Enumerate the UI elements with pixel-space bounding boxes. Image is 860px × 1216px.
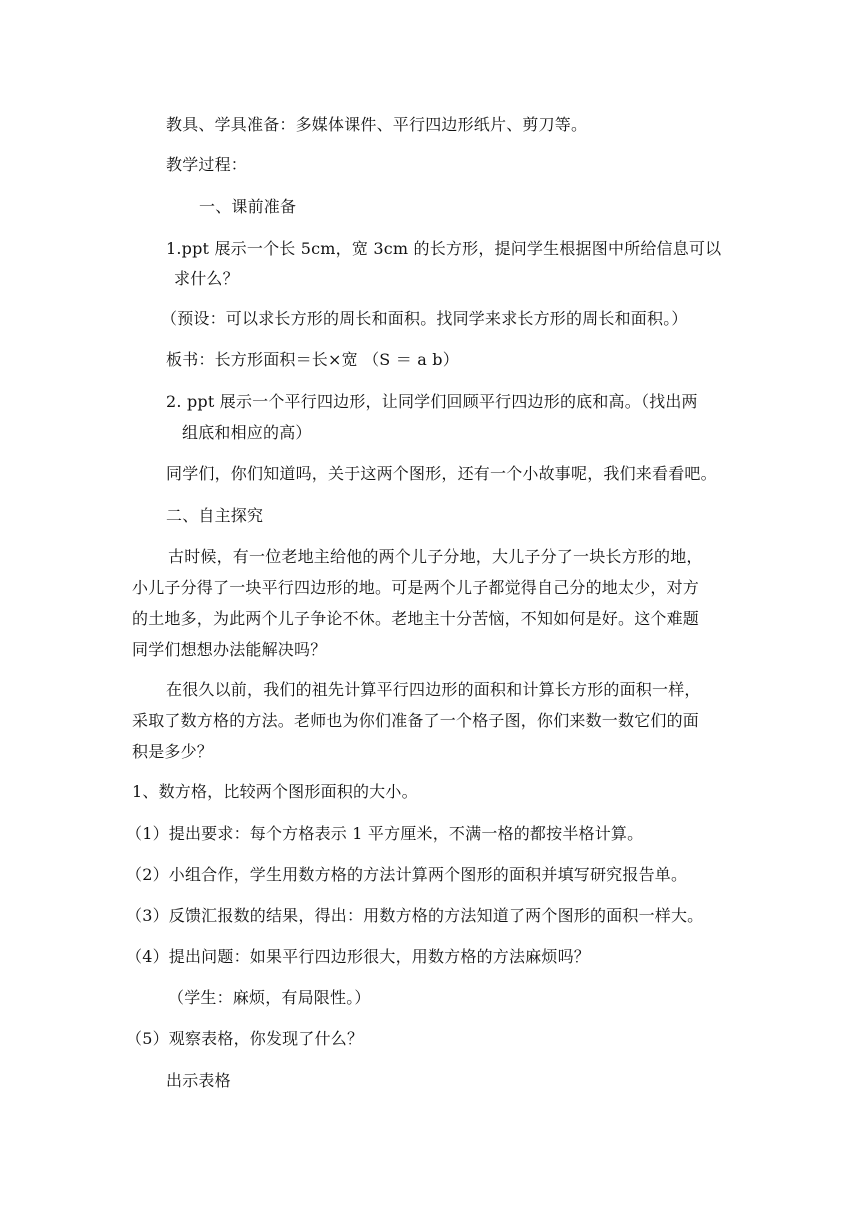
text-line-item2-a: 2. ppt 展示一个平行四边形，让同学们回顾平行四边形的底和高。（找出两 (166, 392, 698, 411)
section-heading-explore: 二、自主探究 (166, 506, 264, 525)
text-line-materials: 教具、学具准备：多媒体课件、平行四边形纸片、剪刀等。 (166, 115, 588, 134)
text-line-history-2: 采取了数方格的方法。老师也为你们准备了一个格子图，你们来数一数它们的面 (132, 711, 700, 730)
text-line-history-3: 积是多少？ (132, 742, 214, 761)
text-line-board-formula: 板书：长方形面积＝长×宽 （S ＝ a b） (166, 350, 459, 369)
text-line-item1-a: 1.ppt 展示一个长 5cm，宽 3cm 的长方形，提问学生根据图中所给信息可以 (166, 239, 722, 258)
text-line-story-2: 小儿子分得了一块平行四边形的地。可是两个儿子都觉得自己分的地太少，对方 (132, 578, 700, 597)
text-line-process-heading: 教学过程： (166, 155, 248, 174)
text-line-story-intro: 同学们，你们知道吗，关于这两个图形，还有一个小故事呢，我们来看看吧。 (166, 464, 717, 483)
text-line-step5: （5）观察表格，你发现了什么？ (126, 1029, 364, 1048)
text-line-history-1: 在很久以前，我们的祖先计算平行四边形的面积和计算长方形的面积一样， (166, 680, 701, 699)
text-line-story-4: 同学们想想办法能解决吗？ (132, 640, 327, 659)
text-line-count-grid: 1、数方格，比较两个图形面积的大小。 (132, 782, 418, 801)
text-line-show-table: 出示表格 (166, 1071, 231, 1090)
text-line-story-1: 古时候，有一位老地主给他的两个儿子分地，大儿子分了一块长方形的地， (168, 547, 703, 566)
text-line-student-answer: （学生：麻烦，有局限性。） (168, 988, 371, 1007)
text-line-step4: （4）提出问题：如果平行四边形很大，用数方格的方法麻烦吗？ (126, 947, 590, 966)
text-line-step2: （2）小组合作，学生用数方格的方法计算两个图形的面积并填写研究报告单。 (126, 865, 688, 884)
text-line-step3: （3）反馈汇报数的结果，得出：用数方格的方法知道了两个图形的面积一样大。 (126, 906, 704, 925)
section-heading-preparation: 一、课前准备 (199, 197, 297, 216)
text-line-item1-b: 求什么？ (174, 269, 239, 288)
text-line-preset: （预设：可以求长方形的周长和面积。找同学来求长方形的周长和面积。） (161, 309, 688, 328)
text-line-step1: （1）提出要求：每个方格表示 1 平方厘米，不满一格的都按半格计算。 (126, 824, 644, 843)
text-line-item2-b: 组底和相应的高） (182, 423, 312, 442)
text-line-story-3: 的土地多，为此两个儿子争论不休。老地主十分苦恼，不知如何是好。这个难题 (132, 609, 700, 628)
